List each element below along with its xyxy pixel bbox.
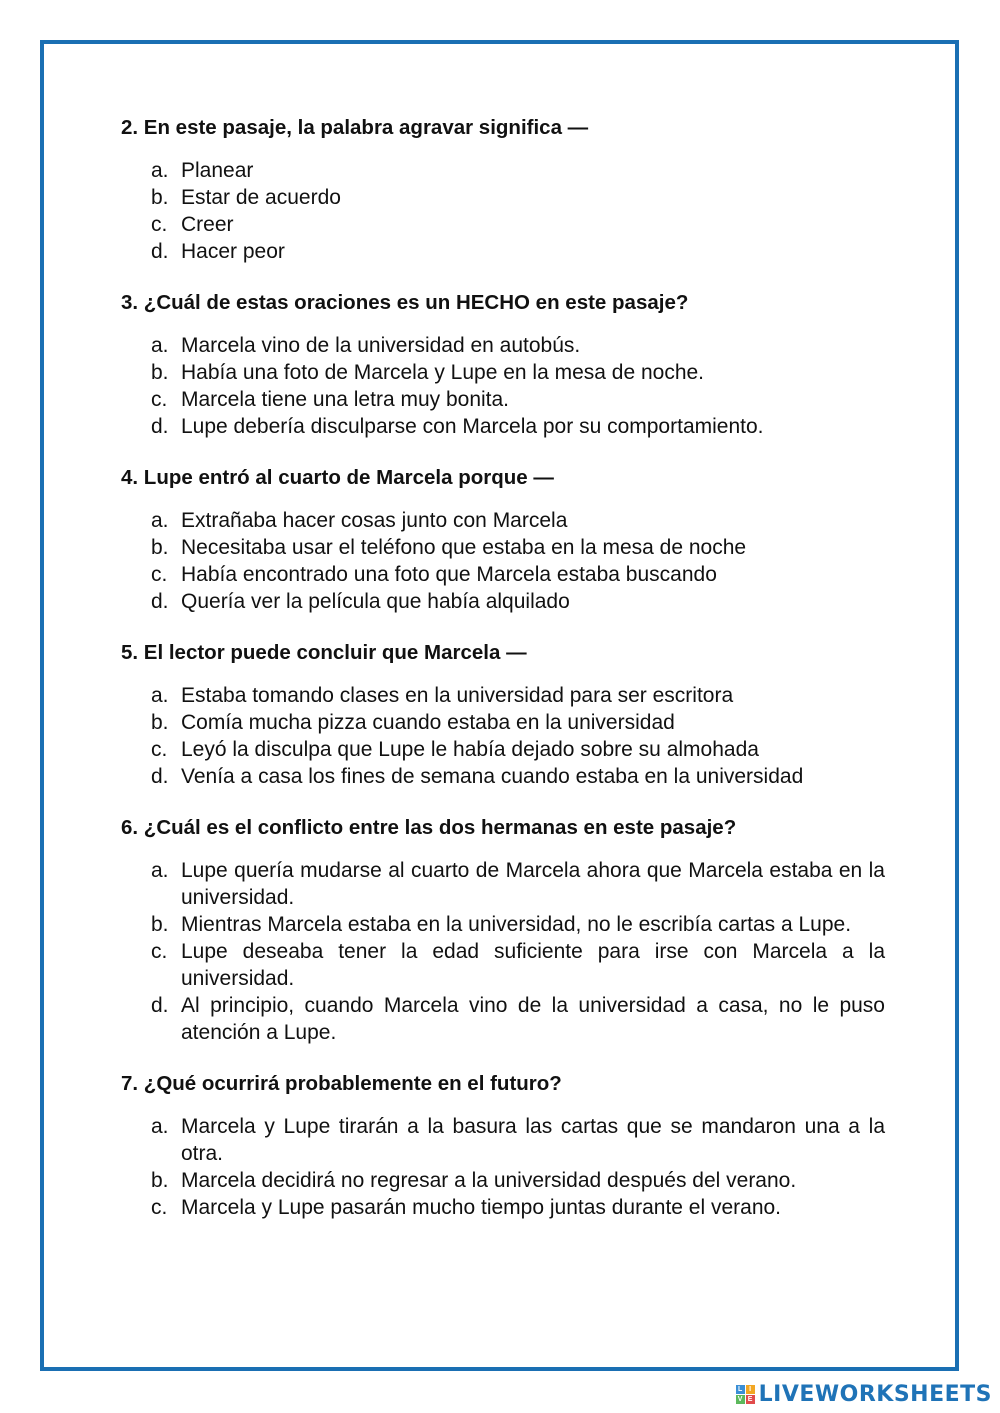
logo-mark-letter: E [746, 1395, 755, 1404]
option-letter: d. [151, 765, 169, 788]
question-2 [121, 114, 885, 265]
answer-option[interactable] [121, 561, 885, 588]
option-letter: d. [151, 240, 169, 263]
option-letter: b. [151, 361, 169, 384]
answer-option[interactable] [121, 211, 885, 238]
option-letter: d. [151, 415, 169, 438]
answer-option[interactable] [121, 359, 885, 386]
question-title: 7. ¿Qué ocurrirá probablemente en el futuro? [121, 1072, 562, 1095]
option-letter: c. [151, 213, 168, 236]
question-7 [121, 1070, 885, 1221]
question-5 [121, 639, 885, 790]
option-letter: c. [151, 940, 168, 963]
option-letter: b. [151, 186, 169, 209]
answer-option[interactable] [121, 736, 885, 763]
option-text: Al principio, cuando Marcela vino de la universidad a casa, no le puso atención a Lupe. [181, 994, 885, 1044]
answer-option[interactable] [121, 1113, 885, 1167]
option-text: Planear [181, 159, 254, 182]
option-text: Leyó la disculpa que Lupe le había dejado sobre su almohada [181, 738, 759, 761]
question-title: 2. En este pasaje, la palabra agravar significa — [121, 116, 589, 139]
option-letter: a. [151, 334, 169, 357]
answer-option[interactable] [121, 588, 885, 615]
answer-option[interactable] [121, 857, 885, 911]
option-text: Estaba tomando clases en la universidad para ser escritora [181, 684, 734, 707]
answer-options [121, 332, 885, 440]
option-text: Marcela y Lupe pasarán mucho tiempo juntas durante el verano. [181, 1196, 782, 1219]
option-letter: b. [151, 711, 169, 734]
answer-option[interactable] [121, 992, 885, 1046]
answer-option[interactable] [121, 386, 885, 413]
option-text: Mientras Marcela estaba en la universidad, no le escribía cartas a Lupe. [181, 913, 852, 936]
option-letter: a. [151, 509, 169, 532]
question-3 [121, 289, 885, 440]
option-text: Había una foto de Marcela y Lupe en la mesa de noche. [181, 361, 705, 384]
worksheet-content [121, 114, 885, 1245]
answer-option[interactable] [121, 763, 885, 790]
answer-option[interactable] [121, 238, 885, 265]
option-letter: b. [151, 1169, 169, 1192]
answer-option[interactable] [121, 157, 885, 184]
option-text: Marcela y Lupe tirarán a la basura las cartas que se mandaron una a la otra. [181, 1115, 885, 1165]
option-text: Estar de acuerdo [181, 186, 341, 209]
answer-option[interactable] [121, 184, 885, 211]
option-letter: d. [151, 994, 169, 1017]
answer-option[interactable] [121, 1194, 885, 1221]
logo-mark-letter: L [736, 1385, 745, 1394]
liveworksheets-logo [736, 1381, 992, 1407]
option-text: Había encontrado una foto que Marcela estaba buscando [181, 563, 717, 586]
logo-mark-letter: I [746, 1385, 755, 1394]
answer-option[interactable] [121, 709, 885, 736]
answer-options [121, 157, 885, 265]
option-text: Marcela vino de la universidad en autobús. [181, 334, 581, 357]
question-title: 6. ¿Cuál es el conflicto entre las dos hermanas en este pasaje? [121, 816, 737, 839]
question-title: 5. El lector puede concluir que Marcela — [121, 641, 527, 664]
question-title: 4. Lupe entró al cuarto de Marcela porque — [121, 466, 554, 489]
answer-option[interactable] [121, 682, 885, 709]
logo-mark-letter: V [736, 1395, 745, 1404]
option-letter: a. [151, 1115, 169, 1138]
answer-options [121, 857, 885, 1046]
answer-option[interactable] [121, 534, 885, 561]
option-text: Lupe deseaba tener la edad suficiente para irse con Marcela a la universidad. [181, 940, 885, 990]
option-text: Venía a casa los fines de semana cuando estaba en la universidad [181, 765, 804, 788]
logo-text: LIVEWORKSHEETS [758, 1381, 992, 1407]
option-text: Comía mucha pizza cuando estaba en la universidad [181, 711, 675, 734]
option-letter: b. [151, 913, 169, 936]
option-letter: c. [151, 738, 168, 761]
option-text: Hacer peor [181, 240, 285, 263]
logo-mark-icon [736, 1385, 755, 1404]
answer-options [121, 1113, 885, 1221]
answer-options [121, 507, 885, 615]
question-title: 3. ¿Cuál de estas oraciones es un HECHO en este pasaje? [121, 291, 689, 314]
option-letter: b. [151, 536, 169, 559]
option-letter: c. [151, 563, 168, 586]
option-letter: a. [151, 159, 169, 182]
option-letter: c. [151, 1196, 168, 1219]
option-letter: a. [151, 859, 169, 882]
answer-options [121, 682, 885, 790]
answer-option[interactable] [121, 1167, 885, 1194]
option-text: Marcela decidirá no regresar a la universidad después del verano. [181, 1169, 797, 1192]
answer-option[interactable] [121, 911, 885, 938]
question-6 [121, 814, 885, 1046]
option-text: Quería ver la película que había alquilado [181, 590, 570, 613]
option-letter: d. [151, 590, 169, 613]
answer-option[interactable] [121, 938, 885, 992]
option-letter: a. [151, 684, 169, 707]
option-letter: c. [151, 388, 168, 411]
option-text: Lupe quería mudarse al cuarto de Marcela ahora que Marcela estaba en la universidad. [181, 859, 885, 909]
answer-option[interactable] [121, 413, 885, 440]
option-text: Marcela tiene una letra muy bonita. [181, 388, 510, 411]
option-text: Necesitaba usar el teléfono que estaba en la mesa de noche [181, 536, 747, 559]
option-text: Creer [181, 213, 234, 236]
option-text: Lupe debería disculparse con Marcela por su comportamiento. [181, 415, 764, 438]
answer-option[interactable] [121, 332, 885, 359]
question-4 [121, 464, 885, 615]
answer-option[interactable] [121, 507, 885, 534]
option-text: Extrañaba hacer cosas junto con Marcela [181, 509, 568, 532]
